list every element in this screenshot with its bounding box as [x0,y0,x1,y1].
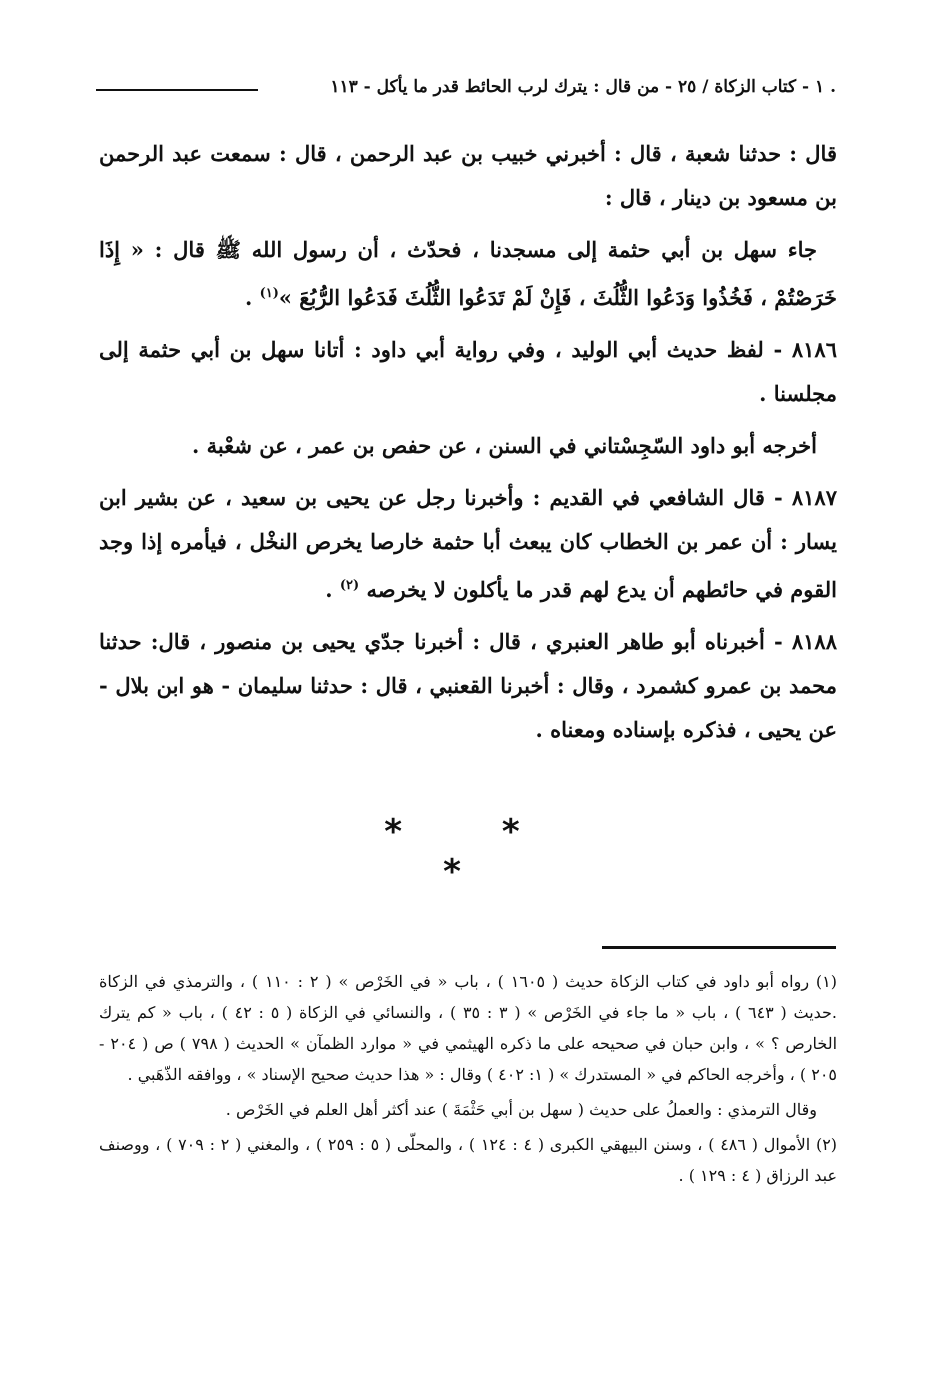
paragraph-1: قال : حدثنا شعبة ، قال : أخبرني خبيب بن عبد الرحمن ، قال : سمعت عبد الرحمن بن مسعود بن دينار ، قال : [99,141,837,210]
paragraph-2-end: . [244,285,260,310]
paragraph-2 [99,228,837,320]
paragraph-takhrij: أخرجه أبو داود السّجِسْتاني في السنن ، عن حفص بن عمر ، عن شعْبة . [191,433,817,458]
footnote-rule [602,946,836,949]
paragraph-8187-end: . [325,577,340,602]
footnotes [99,966,837,1195]
paragraph-8187-text: ٨١٨٧ - قال الشافعي في القديم : وأخبرنا رجل عن يحيى بن سعيد ، عن بشير ابن يسار : أن عمر بن الخطاب كان يبعث أبا حثمة خارصا يخرص النخْل ، فيأمره إذا وجد القوم في حائطهم أن يدع لهم قدر ما يأكلون لا يخرصه [99,485,837,602]
section-separator: * * * [384,812,564,892]
header-title: . ١ - كتاب الزكاة / ٢٥ - من قال : يترك لرب الحائط قدر ما يأكل - ١١٣ [330,77,836,97]
footnote-1: (١) رواه أبو داود في كتاب الزكاة حديث ( ١٦٠٥ ) ، باب « في الخَرْص » ( ٢ : ١١٠ ) ، والترمذي في الزكاة .حديث ( ٦٤٣ ) ، باب « ما جاء في الخَرْص » ( ٣ : ٣٥ ) ، والنسائي في الزكاة ( ٥ : ٤٢ ) ، باب « كم يترك الخارص ؟ » ، وابن حبان في صحيحه على ما ذكره الهيثمي في « موارد الظمآن » الحديث ( ٧٩٨ ) ص ( ٢٠٤ - ٢٠٥ ) ، وأخرجه الحاكم في « المستدرك » ( ١: ٤٠٢ ) وقال : « هذا حديث صحيح الإسناد » ، ووافقه الذّهَبي . [99,972,838,1084]
paragraph-8188: ٨١٨٨ - أخبرناه أبو طاهر العنبري ، قال : أخبرنا جدّي يحيى بن منصور ، قال: حدثنا محمد بن عمرو كشمرد ، وقال : أخبرنا القعنبي ، قال : حدثنا سليمان - هو ابن بلال - عن يحيى ، فذكره بإسناده ومعناه . [99,629,837,742]
footnote-ref-2: (٢) [339,578,360,593]
main-text [99,132,837,760]
footnote-ref-1: (١) [259,286,279,301]
footnote-1-note: وقال الترمذي : والعملُ على حديث ( سهل بن أبي حَثْمَةَ ) عند أكثر أهل العلم في الخَرْص . [225,1100,817,1119]
hadith-text: جاء سهل بن أبي حثمة إلى مسجدنا ، فحدّث ، أن رسول الله ﷺ قال : « إِذَا خَرَصْتُمْ ، فَخُذُوا وَدَعُوا الثُّلُثَ ، فَإِنْ لَمْ تَدَعُوا الثُّلُثَ فَدَعُوا الرُّبُعَ » [99,237,837,310]
paragraph-8187 [99,476,837,612]
footnote-2: (٢) الأموال ( ٤٨٦ ) ، وسنن البيهقي الكبرى ( ٤ : ١٢٤ ) ، والمحلّى ( ٥ : ٢٥٩ ) ، والمغني ( ٢ : ٧٠٩ ) ، ووصنف عبد الرزاق ( ٤ : ١٢٩ ) . [99,1135,838,1185]
paragraph-8186: ٨١٨٦ - لفظ حديث أبي الوليد ، وفي رواية أبي داود : أتانا سهل بن أبي حثمة إلى مجلسنا . [99,337,837,406]
running-header [96,72,836,102]
header-rule [96,89,258,91]
